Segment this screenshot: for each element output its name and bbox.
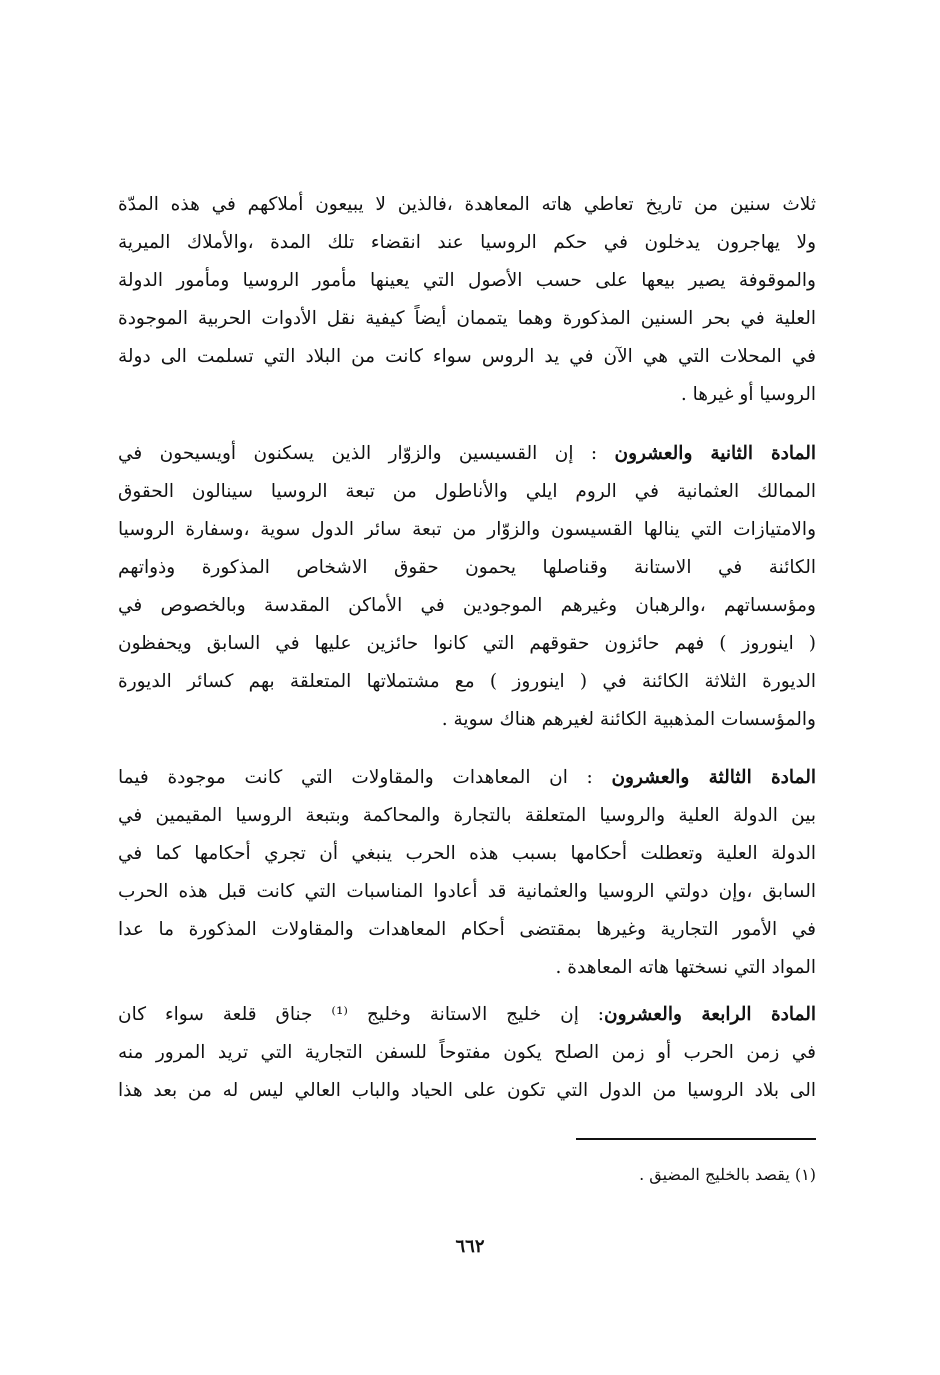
article-heading: المادة الثانية والعشرون (614, 443, 816, 464)
text-line: الى بلاد الروسيا من الدول التي تكون على الحياد والباب العالي ليس له من بعد هذا (118, 1080, 816, 1101)
footnote: (١) يقصد بالخليج المضيق . (639, 1165, 816, 1184)
text-line: ثلاث سنين من تاريخ تعاطي هاته المعاهدة ،فالذين لا يبيعون أملاكهم في هذه المدّة (118, 194, 816, 215)
text-line: الممالك العثمانية في الروم ايلي والأناطول من تبعة الروسيا سينالون الحقوق (118, 481, 816, 502)
text-line: العلية في بحر السنين المذكورة وهما يتممان أيضاً كيفية نقل الأدوات الحربية الموجودة (118, 308, 816, 329)
text-line: الدولة العلية وتعطلت أحكامها بسبب هذه الحرب ينبغي أن تجري أحكامها كما في (118, 843, 816, 864)
footnote-divider (576, 1138, 816, 1140)
text-line: في الأمور التجارية وغيرها بمقتضى أحكام المعاهدات والمقاولات المذكورة ما عدا (118, 919, 816, 940)
text-segment: : ان المعاهدات والمقاولات التي كانت موجودة فيما (118, 767, 612, 788)
page-number: ٦٦٢ (455, 1236, 485, 1257)
article-heading: المادة الثالثة والعشرون (611, 767, 816, 788)
text-line (118, 435, 816, 473)
text-line (118, 759, 816, 797)
paragraph-continuation (118, 186, 816, 414)
article-24 (118, 996, 816, 1110)
article-23 (118, 759, 816, 987)
article-heading: المادة الرابعة والعشرون (604, 1004, 816, 1025)
text-line: والمؤسسات المذهبية الكائنة لغيرهم هناك سوية . (441, 709, 816, 730)
text-segment: : إن خليج الاستانة وخليج ⁽¹⁾ جناق قلعة سواء كان (118, 1004, 605, 1025)
text-line: المواد التي نسختها هاته المعاهدة . (555, 957, 816, 978)
text-segment: : إن القسيسين والزوّار الذين يسكنون أويسيحون في (118, 443, 615, 464)
text-line: في المحلات التي هي الآن في يد الروس سواء كانت من البلاد التي تسلمت الى دولة (118, 346, 816, 367)
text-line: الكائنة في الاستانة وقناصلها يحمون حقوق الاشخاص المذكورة وذواتهم (118, 557, 816, 578)
article-22 (118, 435, 816, 739)
text-line: السابق ،وإن دولتي الروسيا والعثمانية قد أعادوا المناسبات التي كانت قبل هذه الحرب (118, 881, 816, 902)
text-line: والموقوفة يصير بيعها على حسب الأصول التي يعينها مأمور الروسيا ومأمور الدولة (118, 270, 816, 291)
text-line: والامتيازات التي ينالها القسيسون والزوّار من تبعة سائر الدول سوية ،وسفارة الروسيا (118, 519, 816, 540)
text-line: الروسيا أو غيرها . (680, 384, 816, 405)
text-line: ولا يهاجرون يدخلون في حكم الروسيا عند انقضاء تلك المدة ،والأملاك الميرية (118, 232, 816, 253)
text-line (118, 996, 816, 1034)
text-line: بين الدولة العلية والروسيا المتعلقة بالتجارة والمحاكمة وبتبعة الروسيا المقيمين في (118, 805, 816, 826)
text-line: في زمن الحرب أو زمن الصلح يكون مفتوحاً للسفن التجارية التي تريد المرور منه (118, 1042, 816, 1063)
text-line: الديورة الثلاثة الكائنة في ( اينوروز ) مع مشتملاتها المتعلقة بهم كسائر الديورة (118, 671, 816, 692)
text-line: ومؤسساتهم ،والرهبان وغيرهم الموجودين في الأماكن المقدسة وبالخصوص في (118, 595, 816, 616)
text-line: ( اينوروز ) فهم حائزون حقوقهم التي كانوا حائزين عليها في السابق ويحفظون (118, 633, 816, 654)
